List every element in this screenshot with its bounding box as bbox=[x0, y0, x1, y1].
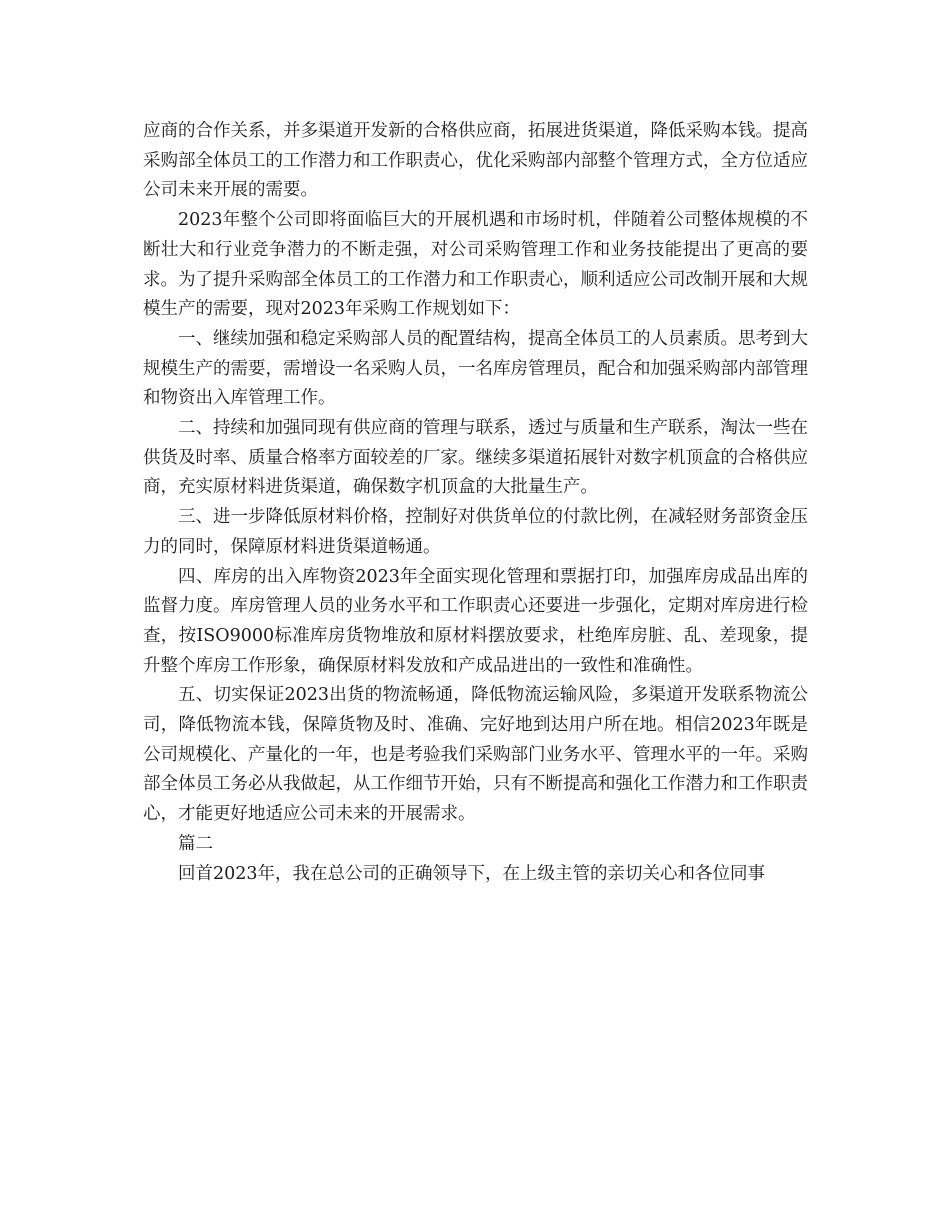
paragraph-item-1: 一、继续加强和稳定采购部人员的配置结构，提高全体员工的人员素质。思考到大规模生产的需要，需增设一名采购人员，一名库房管理员，配合和加强采购部内部管理和物资出入库管理工作。 bbox=[143, 328, 808, 409]
paragraph-item-3: 三、进一步降低原材料价格，控制好对供货单位的付款比例，在减轻财务部资金压力的同时，保障原材料进货渠道畅通。 bbox=[143, 507, 808, 557]
paragraph-continuation: 应商的合作关系，并多渠道开发新的合格供应商，拓展进货渠道，降低采购本钱。提高采购部全体员工的工作潜力和工作职责心，优化采购部内部整个管理方式，全方位适应公司未来开展的需要。 bbox=[143, 121, 808, 201]
paragraph-item-4: 四、库房的出入库物资2023年全面实现化管理和票据打印，加强库房成品出库的监督力度。库房管理人员的业务水平和工作职责心还要进一步强化，定期对库房进行检查，按ISO9000标准库房货物堆放和原材料摆放要求，杜绝库房脏、乱、差现象，提升整个库房工作形象，确保原材料发放和产成品进出的一致性和准确性。 bbox=[143, 566, 808, 676]
document-body bbox=[143, 117, 808, 889]
paragraph-intro-2023: 2023年整个公司即将面临巨大的开展机遇和市场时机，伴随着公司整体规模的不断壮大和行业竞争潜力的不断走强，对公司采购管理工作和业务技能提出了更高的要求。为了提升采购部全体员工的工作潜力和工作职责心，顺利适应公司改制开展和大规模生产的需要，现对2023年采购工作规划如下： bbox=[143, 210, 808, 320]
paragraph-item-5: 五、切实保证2023出货的物流畅通，降低物流运输风险，多渠道开发联系物流公司，降低物流本钱，保障货物及时、准确、完好地到达用户所在地。相信2023年既是公司规模化、产量化的一年，也是考验我们采购部门业务水平、管理水平的一年。采购部全体员工务必从我做起，从工作细节开始，只有不断提高和强化工作潜力和工作职责心，才能更好地适应公司未来的开展需求。 bbox=[143, 685, 808, 825]
paragraph-part-two-opening: 回首2023年，我在总公司的正确领导下，在上级主管的亲切关心和各位同事 bbox=[178, 863, 766, 884]
section-heading-part-two: 篇二 bbox=[178, 833, 213, 854]
paragraph-item-2: 二、持续和加强同现有供应商的管理与联系，透过与质量和生产联系，淘汰一些在供货及时率、质量合格率方面较差的厂家。继续多渠道拓展针对数字机顶盒的合格供应商，充实原材料进货渠道，确保数字机顶盒的大批量生产。 bbox=[143, 418, 808, 498]
